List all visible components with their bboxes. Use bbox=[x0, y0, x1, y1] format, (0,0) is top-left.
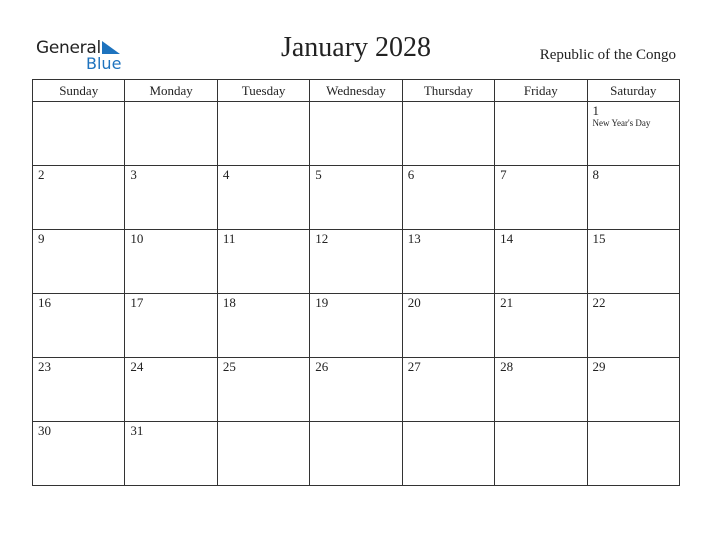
day-number: 19 bbox=[315, 295, 329, 310]
day-number: 31 bbox=[130, 423, 144, 438]
day-number: 6 bbox=[407, 167, 415, 182]
day-number: 8 bbox=[592, 167, 600, 182]
day-number: 2 bbox=[38, 167, 45, 182]
day-cell-24 bbox=[125, 358, 217, 422]
day-cell-23 bbox=[33, 358, 125, 422]
day-number: 24 bbox=[130, 359, 144, 374]
weekday-sunday: Sunday bbox=[33, 80, 125, 102]
country-name: Republic of the Congo bbox=[539, 47, 676, 63]
empty-day-cell bbox=[125, 102, 217, 166]
week-row bbox=[33, 294, 680, 358]
day-cell-7 bbox=[495, 166, 587, 230]
day-cell-15 bbox=[587, 230, 679, 294]
day-cell-28 bbox=[495, 358, 587, 422]
day-number: 26 bbox=[315, 359, 329, 374]
week-row bbox=[33, 230, 680, 294]
day-cell-22 bbox=[587, 294, 679, 358]
day-cell-25 bbox=[217, 358, 309, 422]
empty-day-cell bbox=[310, 102, 402, 166]
day-cell-4 bbox=[217, 166, 309, 230]
logo-blue-text: Blue bbox=[86, 54, 122, 73]
empty-day-cell bbox=[587, 422, 679, 486]
day-cell-1 bbox=[587, 102, 679, 166]
day-cell-27 bbox=[402, 358, 494, 422]
day-number: 11 bbox=[222, 231, 236, 246]
day-number: 9 bbox=[38, 231, 45, 246]
day-cell-17 bbox=[125, 294, 217, 358]
weekday-saturday: Saturday bbox=[587, 80, 679, 102]
day-cell-20 bbox=[402, 294, 494, 358]
empty-day-cell bbox=[217, 102, 309, 166]
day-cell-29 bbox=[587, 358, 679, 422]
day-number: 7 bbox=[500, 167, 507, 182]
day-number: 21 bbox=[500, 295, 514, 310]
day-cell-3 bbox=[125, 166, 217, 230]
week-row bbox=[33, 166, 680, 230]
day-number: 28 bbox=[500, 359, 514, 374]
calendar-body bbox=[33, 102, 680, 486]
day-cell-14 bbox=[495, 230, 587, 294]
weekday-wednesday: Wednesday bbox=[310, 80, 402, 102]
day-cell-5 bbox=[310, 166, 402, 230]
empty-day-cell bbox=[217, 422, 309, 486]
day-number: 17 bbox=[130, 295, 144, 310]
week-row bbox=[33, 102, 680, 166]
day-number: 13 bbox=[407, 231, 421, 246]
week-row bbox=[33, 358, 680, 422]
day-cell-26 bbox=[310, 358, 402, 422]
empty-day-cell bbox=[495, 102, 587, 166]
day-number: 30 bbox=[38, 423, 51, 438]
day-cell-16 bbox=[33, 294, 125, 358]
empty-day-cell bbox=[402, 102, 494, 166]
holiday-label: New Year's Day bbox=[592, 118, 651, 128]
empty-day-cell bbox=[310, 422, 402, 486]
calendar-grid bbox=[32, 79, 680, 486]
day-cell-13 bbox=[402, 230, 494, 294]
week-row bbox=[33, 422, 680, 486]
day-cell-10 bbox=[125, 230, 217, 294]
day-cell-9 bbox=[33, 230, 125, 294]
day-cell-6 bbox=[402, 166, 494, 230]
day-cell-12 bbox=[310, 230, 402, 294]
logo-general-text: General bbox=[36, 38, 101, 58]
empty-day-cell bbox=[495, 422, 587, 486]
day-number: 15 bbox=[592, 231, 606, 246]
empty-day-cell bbox=[402, 422, 494, 486]
day-number: 16 bbox=[38, 295, 51, 310]
empty-day-cell bbox=[33, 102, 125, 166]
day-cell-30 bbox=[33, 422, 125, 486]
day-number: 12 bbox=[315, 231, 329, 246]
day-number: 4 bbox=[222, 167, 230, 182]
day-number: 20 bbox=[407, 295, 421, 310]
day-cell-11 bbox=[217, 230, 309, 294]
day-number: 10 bbox=[130, 231, 144, 246]
day-number: 22 bbox=[592, 295, 606, 310]
day-cell-18 bbox=[217, 294, 309, 358]
weekday-thursday: Thursday bbox=[402, 80, 494, 102]
day-number: 29 bbox=[592, 359, 606, 374]
calendar-title: January 2028 bbox=[280, 32, 432, 63]
day-number: 5 bbox=[315, 167, 322, 182]
weekday-friday: Friday bbox=[495, 80, 587, 102]
day-number: 27 bbox=[407, 359, 421, 374]
weekday-monday: Monday bbox=[125, 80, 217, 102]
weekday-header-row bbox=[33, 80, 680, 102]
day-number: 25 bbox=[222, 359, 236, 374]
weekday-tuesday: Tuesday bbox=[217, 80, 309, 102]
day-cell-21 bbox=[495, 294, 587, 358]
day-number: 18 bbox=[222, 295, 236, 310]
day-number: 3 bbox=[130, 167, 137, 182]
day-cell-31 bbox=[125, 422, 217, 486]
day-number: 14 bbox=[500, 231, 514, 246]
day-cell-8 bbox=[587, 166, 679, 230]
day-number: 23 bbox=[38, 359, 51, 374]
day-cell-19 bbox=[310, 294, 402, 358]
day-cell-2 bbox=[33, 166, 125, 230]
day-number: 1 bbox=[592, 103, 600, 118]
